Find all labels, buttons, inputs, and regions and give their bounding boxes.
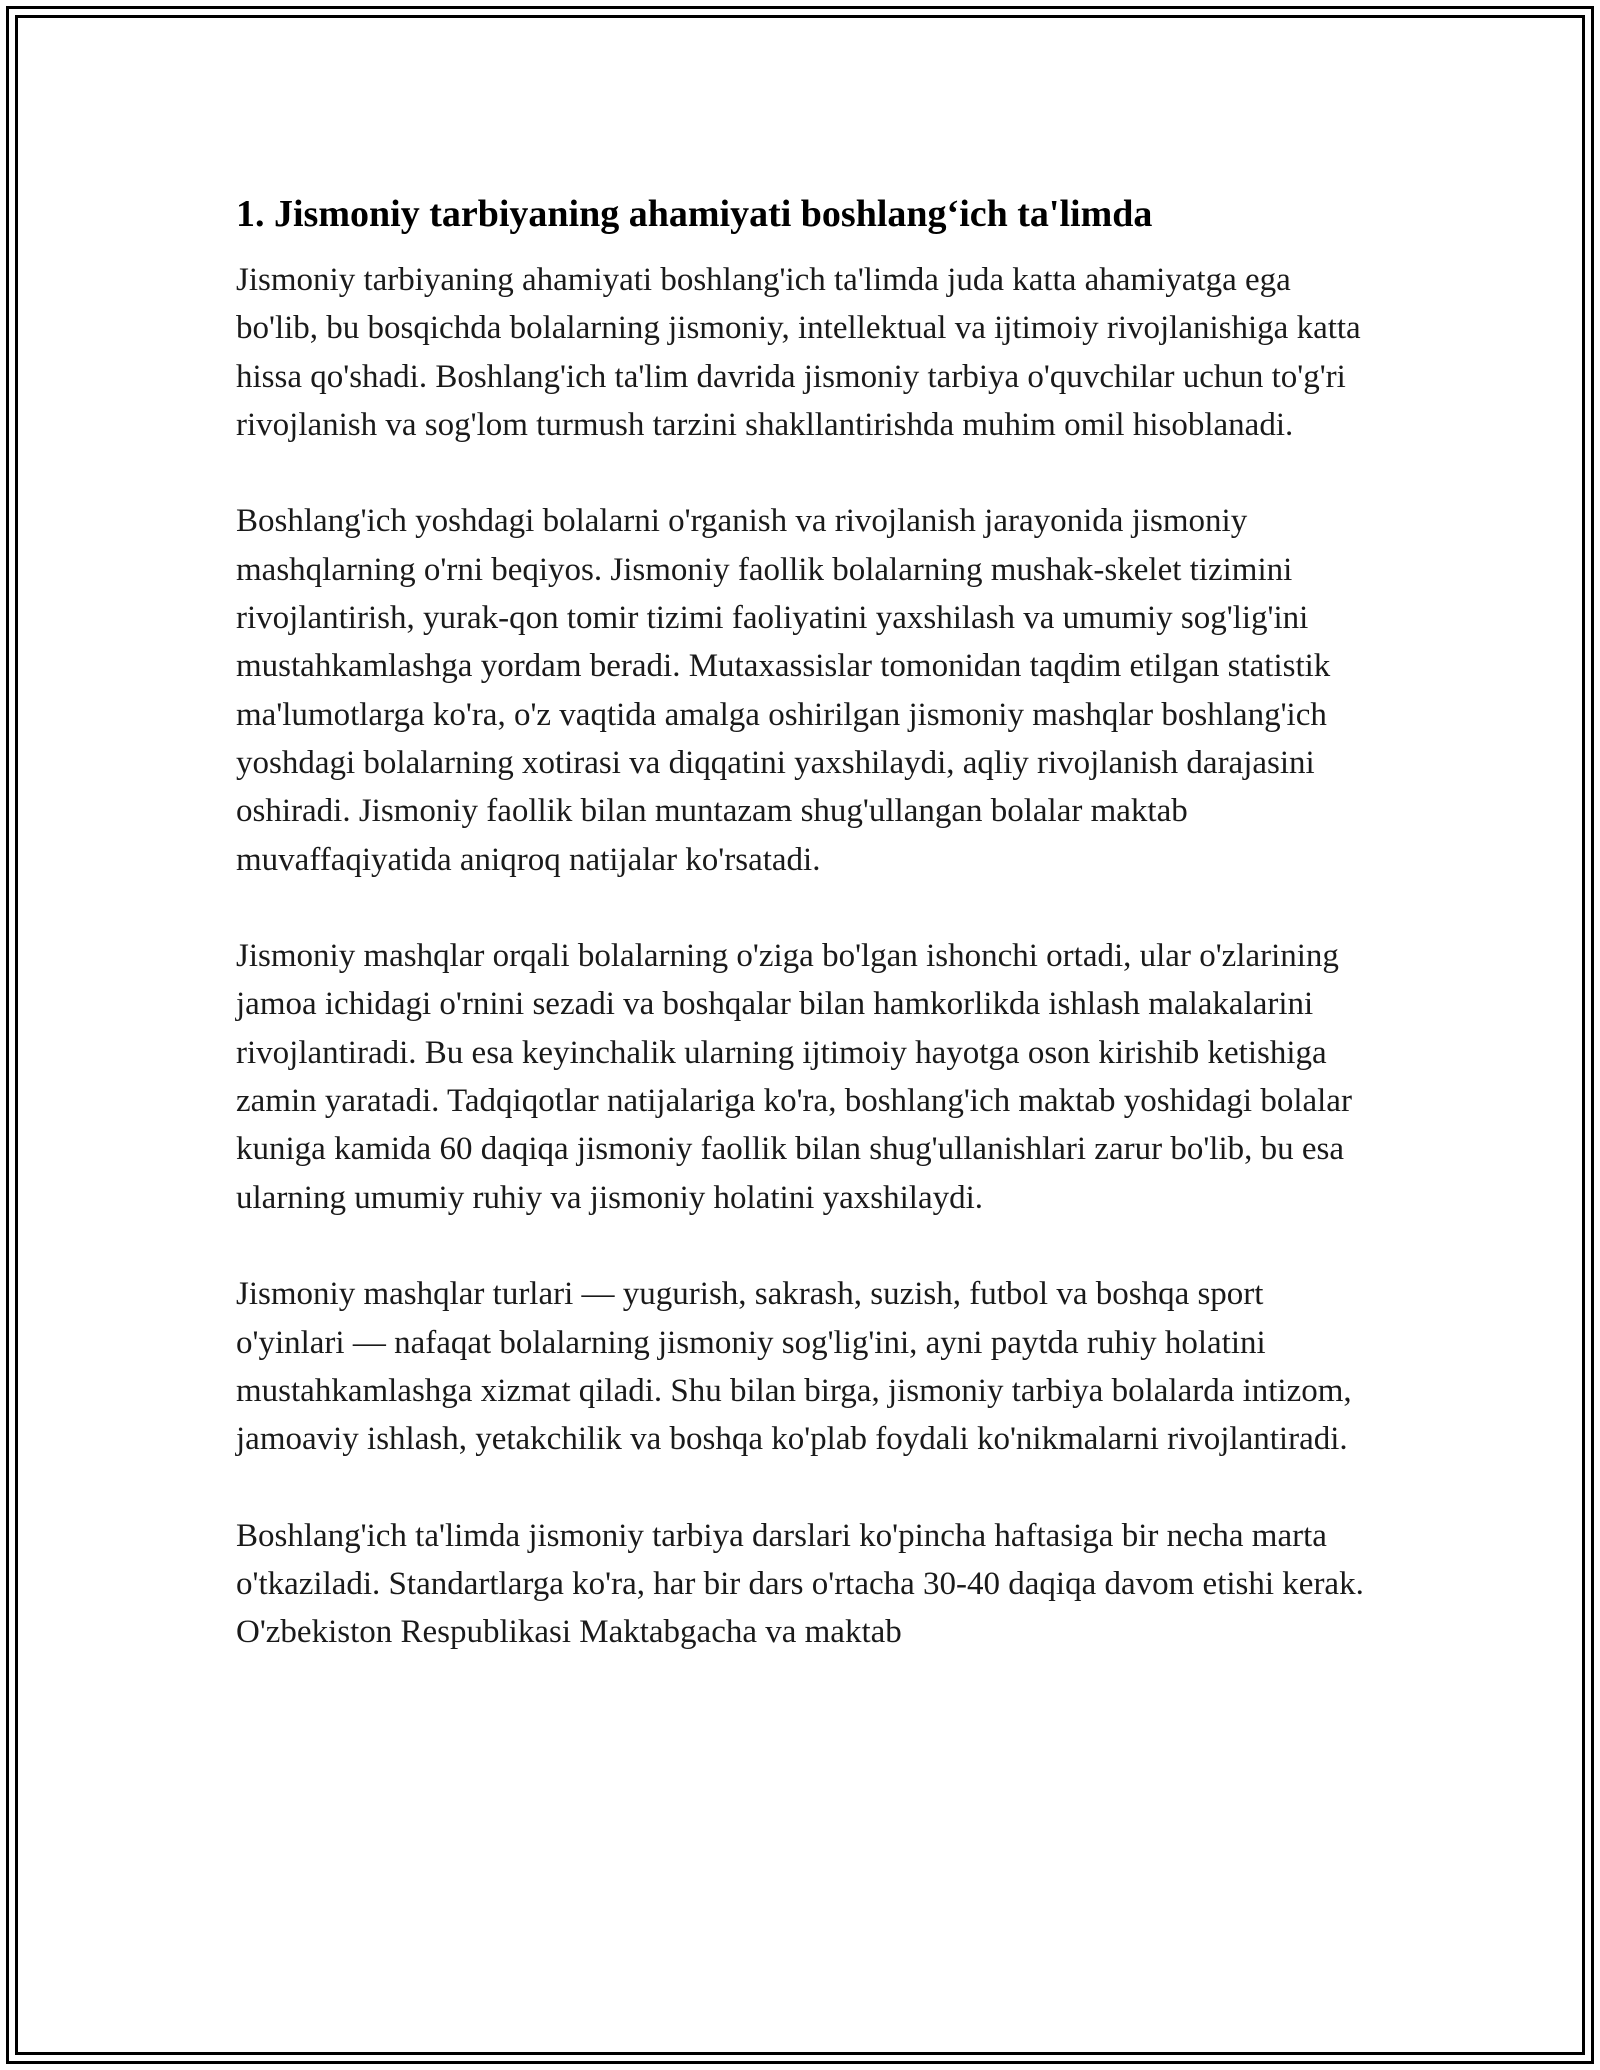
paragraph-4: Jismoniy mashqlar turlari — yugurish, sakrash, suzish, futbol va boshqa sport o'yinlari — nafaqat bolalarning jismoniy sog'lig'ini, ayni paytda ruhiy holatini mustahkamlashga xizmat qiladi. Shu bilan birga, jismoniy tarbiya bolalarda intizom, jamoaviy ishlash, yetakchilik va boshqa ko'plab foydali ko'nikmalarni rivojlantiradi.	[236, 1276, 1352, 1458]
paragraph-3: Jismoniy mashqlar orqali bolalarning o'ziga bo'lgan ishonchi ortadi, ular o'zlarining jamoa ichidagi o'rnini sezadi va boshqalar bilan hamkorlikda ishlash malakalarini rivojlantiradi. Bu esa keyinchalik ularning ijtimoiy hayotga oson kirishib ketishiga zamin yaratadi. Tadqiqotlar natijalariga ko'ra, boshlang'ich maktab yoshidagi bolalar kuniga kamida 60 daqiqa jismoniy faollik bilan shug'ullanishlari zarur bo'lib, bu esa ularning umumiy ruhiy va jismoniy holatini yaxshilaydi.	[236, 938, 1352, 1216]
section-heading: 1. Jismoniy tarbiyaning ahamiyati boshlang‘ich ta'limda	[236, 193, 1153, 235]
paragraph-2: Boshlang'ich yoshdagi bolalarni o'rganish va rivojlanish jarayonida jismoniy mashqlarning o'rni beqiyos. Jismoniy faollik bolalarning mushak-skelet tizimini rivojlantirish, yurak-qon tomir tizimi faoliyatini yaxshilash va umumiy sog'lig'ini mustahkamlashga yordam beradi. Mutaxassislar tomonidan taqdim etilgan statistik ma'lumotlarga ko'ra, o'z vaqtida amalga oshirilgan jismoniy mashqlar boshlang'ich yoshdagi bolalarning xotirasi va diqqatini yaxshilaydi, aqliy rivojlanish darajasini oshiradi. Jismoniy faollik bilan muntazam shug'ullangan bolalar maktab muvaffaqiyatida aniqroq natijalar ko'rsatadi.	[236, 503, 1331, 878]
paragraph-5: Boshlang'ich ta'limda jismoniy tarbiya darslari ko'pincha haftasiga bir necha marta o'tkaziladi. Standartlarga ko'ra, har bir dars o'rtacha 30-40 daqiqa davom etishi kerak. O'zbekiston Respublikasi Maktabgacha va maktab	[236, 1517, 1364, 1651]
paragraph-1: Jismoniy tarbiyaning ahamiyati boshlang'ich ta'limda juda katta ahamiyatga ega bo'lib, bu bosqichda bolalarning jismoniy, intellektual va ijtimoiy rivojlanishiga katta hissa qo'shadi. Boshlang'ich ta'lim davrida jismoniy tarbiya o'quvchilar uchun to'g'ri rivojlanish va sog'lom turmush tarzini shakllantirishda muhim omil hisoblanadi.	[236, 262, 1361, 443]
document-body	[236, 190, 1364, 1705]
